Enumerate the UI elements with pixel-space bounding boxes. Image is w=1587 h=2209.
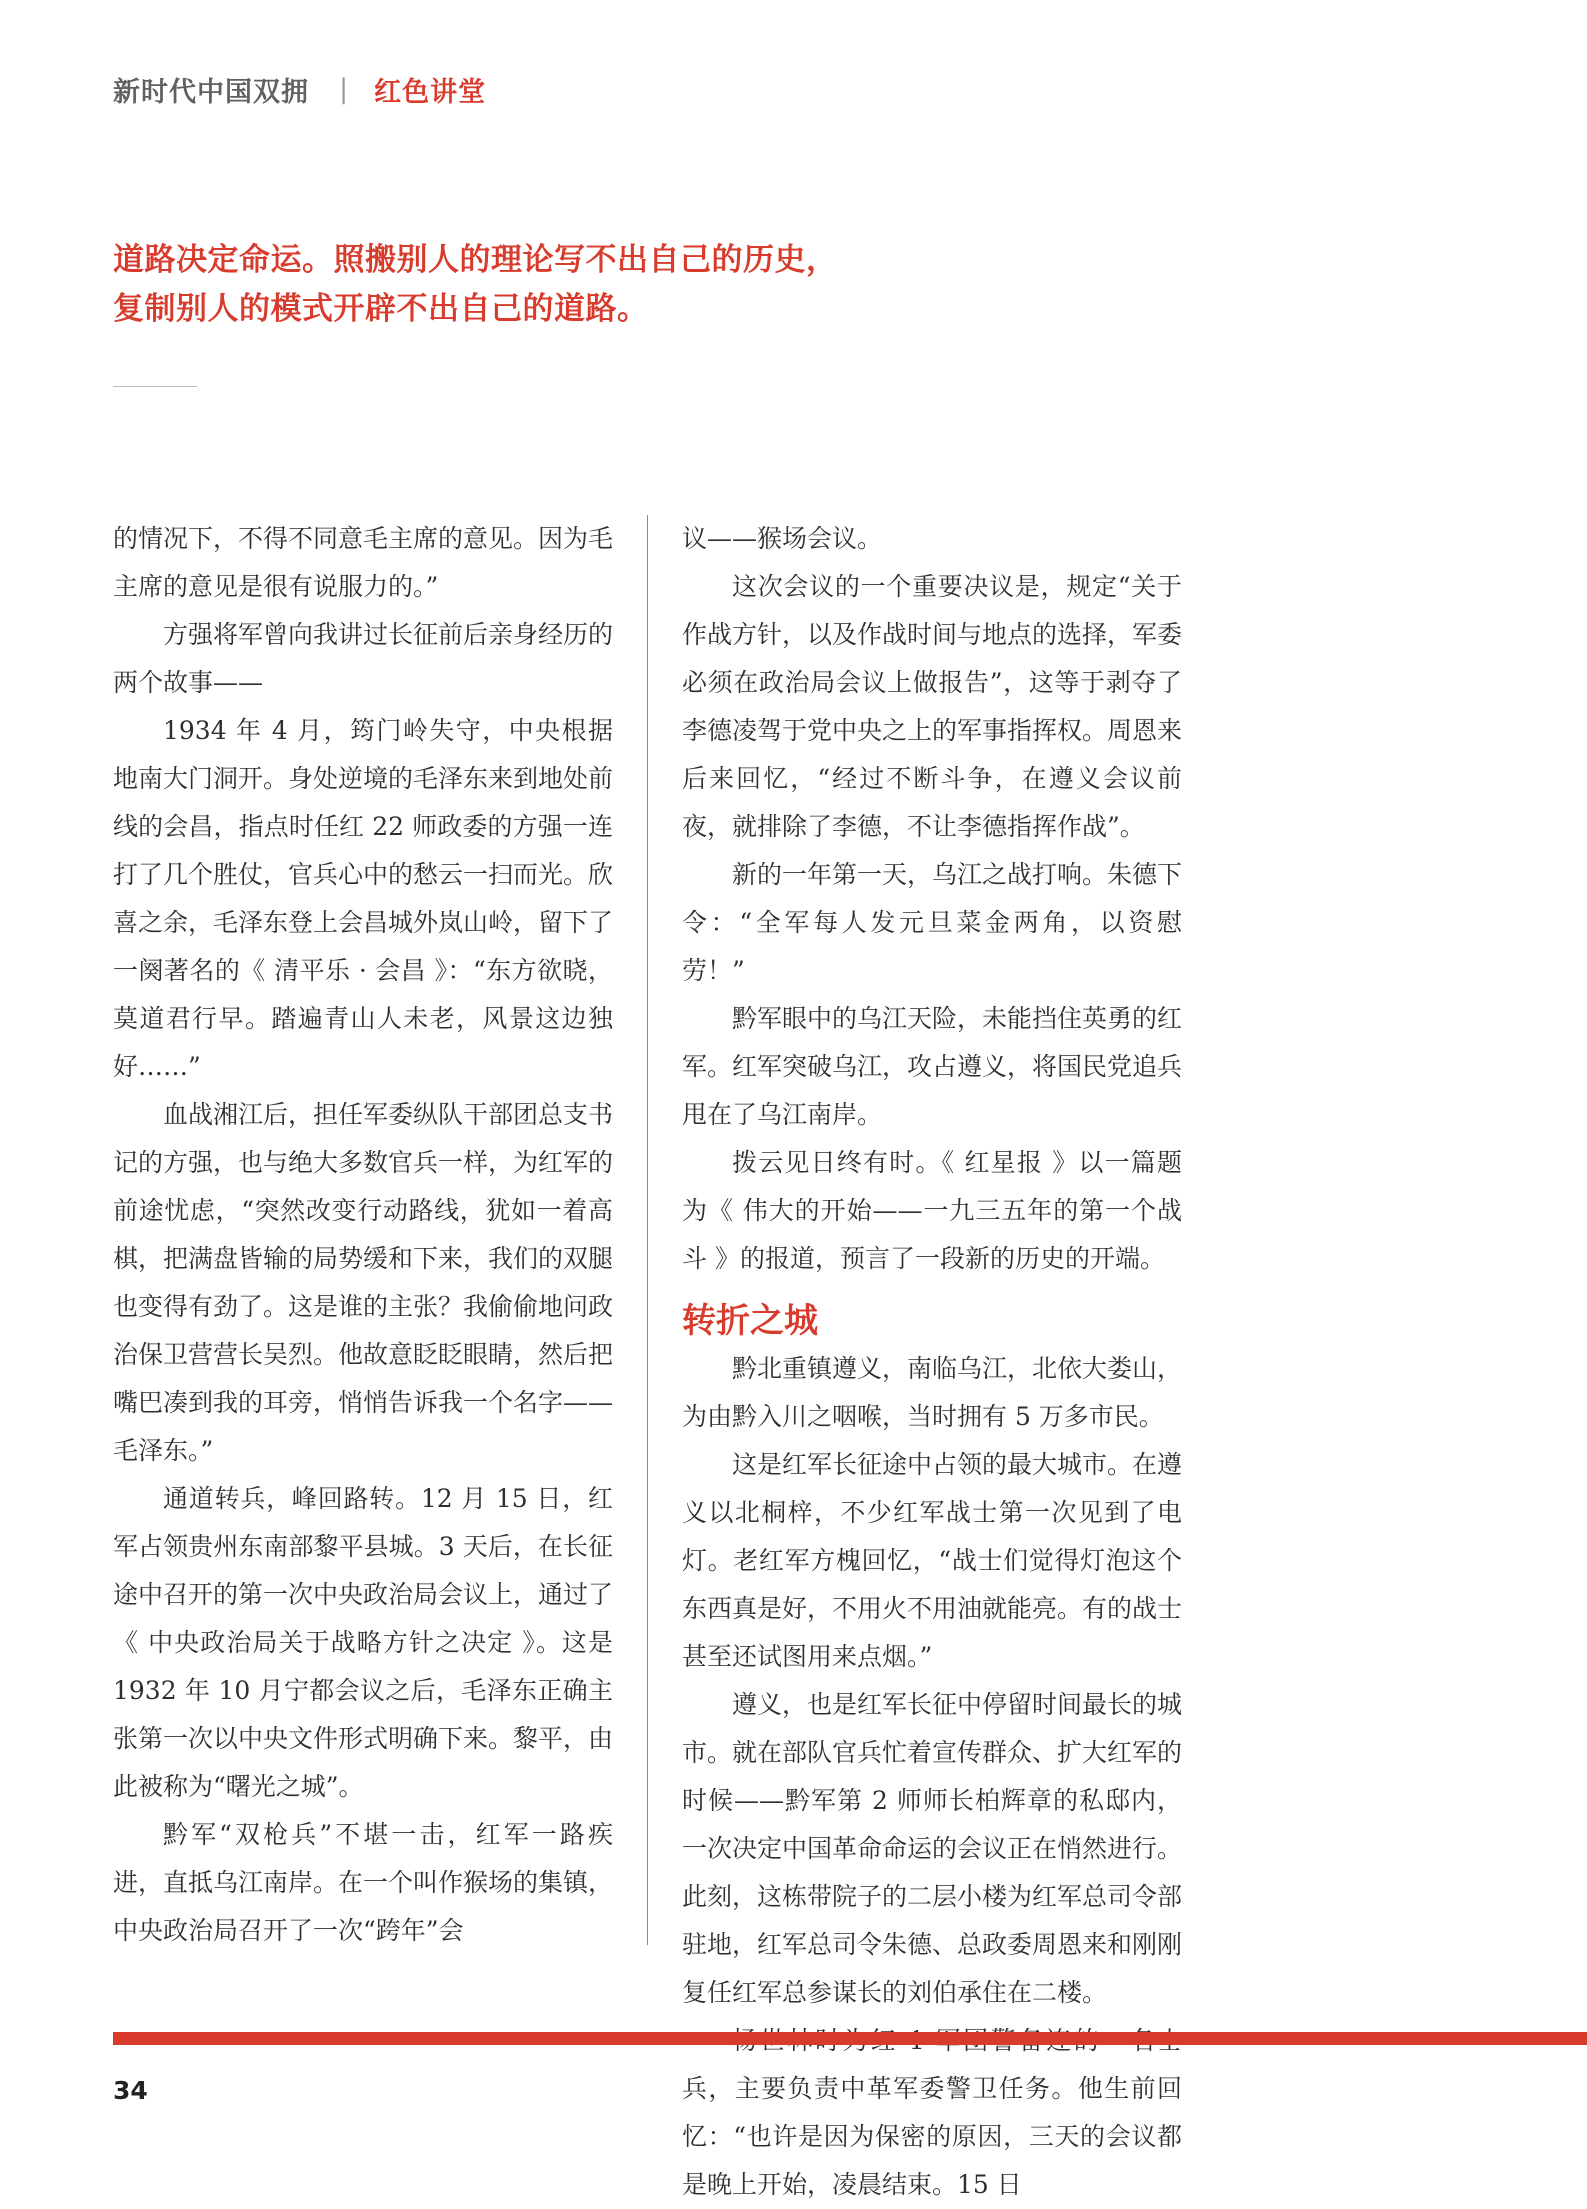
pull-quote — [113, 236, 1213, 334]
running-header — [113, 70, 486, 109]
column-divider — [647, 515, 648, 1945]
pull-quote-line-1: 道路决定命运。照搬别人的理论写不出自己的历史， — [113, 242, 838, 278]
column-title: 红色讲堂 — [374, 77, 487, 108]
paragraph: 通道转兵，峰回路转。12 月 15 日，红军占领贵州东南部黎平县城。3 天后，在长征途中召开的第一次中央政治局会议上，通过了《 中央政治局关于战略方针之决定 》。这是 1932 年 10 月宁都会议之后，毛泽东正确主张第一次以中央文件形式明确下来。黎平，由此被称为“曙光之城”。 — [113, 1484, 614, 1801]
paragraph: 黔军“双枪兵”不堪一击，红军一路疾进，直抵乌江南岸。在一个叫作猴场的集镇，中央政治局召开了一次“跨年”会 — [113, 1820, 614, 1945]
footer-accent-bar — [113, 2032, 1587, 2045]
paragraph: 兵，主要负责中革军委警卫任务。他生前回忆：“也许是因为保密的原因，三天的会议都是晚上开始，凌晨结束。15 日 — [682, 2074, 1182, 2199]
magazine-title: 新时代中国双拥 — [113, 77, 309, 108]
paragraph: 拨云见日终有时。《 红星报 》以一篇题为《 伟大的开始——一九三五年的第一个战斗 》的报道，预言了一段新的历史的开端。 — [682, 1148, 1182, 1273]
paragraph: 的情况下，不得不同意毛主席的意见。因为毛主席的意见是很有说服力的。” — [113, 524, 614, 601]
right-text-column — [682, 515, 1182, 2209]
page-number: 34 — [113, 2076, 148, 2105]
paragraph: 方强将军曾向我讲过长征前后亲身经历的两个故事—— — [113, 620, 614, 697]
paragraph: 黔军眼中的乌江天险，未能挡住英勇的红军。红军突破乌江，攻占遵义，将国民党追兵甩在了乌江南岸。 — [682, 1004, 1183, 1129]
paragraph: 遵义，也是红军长征中停留时间最长的城市。就在部队官兵忙着宣传群众、扩大红军的时候——黔军第 2 师师长柏辉章的私邸内，一次决定中国革命命运的会议正在悄然进行。此刻，这栋带院子的二层小楼为红军总司令部驻地，红军总司令朱德、总政委周恩来和刚刚复任红军总参谋长的刘伯承住在二楼。 — [682, 1690, 1183, 2007]
paragraph: 这次会议的一个重要决议是，规定“关于作战方针，以及作战时间与地点的选择，军委必须在政治局会议上做报告”，这等于剥夺了李德凌驾于党中央之上的军事指挥权。周恩来后来回忆，“经过不断斗争，在遵义会议前夜，就排除了李德，不让李德指挥作战”。 — [682, 572, 1183, 841]
pull-quote-line-2: 复制别人的模式开辟不出自己的道路。 — [113, 291, 649, 327]
section-heading: 转折之城 — [682, 1301, 818, 1341]
paragraph: 血战湘江后，担任军委纵队干部团总支书记的方强，也与绝大多数官兵一样，为红军的前途忧虑，“突然改变行动路线，犹如一着高棋，把满盘皆输的局势缓和下来，我们的双腿也变得有劲了。这是谁的主张？我偷偷地问政治保卫营营长吴烈。他故意眨眨眼睛，然后把嘴巴凑到我的耳旁，悄悄告诉我一个名字——毛泽东。” — [113, 1100, 614, 1465]
left-text-column — [113, 515, 613, 1955]
paragraph: 这是红军长征途中占领的最大城市。在遵义以北桐梓，不少红军战士第一次见到了电灯。老红军方槐回忆，“战士们觉得灯泡这个东西真是好，不用火不用油就能亮。有的战士甚至还试图用来点烟。” — [682, 1450, 1183, 1671]
paragraph: 新的一年第一天，乌江之战打响。朱德下令：“全军每人发元旦菜金两角，以资慰劳！” — [682, 860, 1183, 985]
header-separator: | — [339, 74, 349, 105]
paragraph: 议——猴场会议。 — [682, 524, 883, 553]
paragraph: 黔北重镇遵义，南临乌江，北依大娄山，为由黔入川之咽喉，当时拥有 5 万多市民。 — [682, 1354, 1183, 1431]
paragraph: 1934 年 4 月，筠门岭失守，中央根据地南大门洞开。身处逆境的毛泽东来到地处前线的会昌，指点时任红 22 师政委的方强一连打了几个胜仗，官兵心中的愁云一扫而光。欣喜之余，毛泽东登上会昌城外岚山岭，留下了一阕著名的《 清平乐 · 会昌 》：“东方欲晓，莫道君行早。踏遍青山人未老，风景这边独好……” — [113, 716, 614, 1081]
pull-quote-rule — [113, 386, 197, 387]
